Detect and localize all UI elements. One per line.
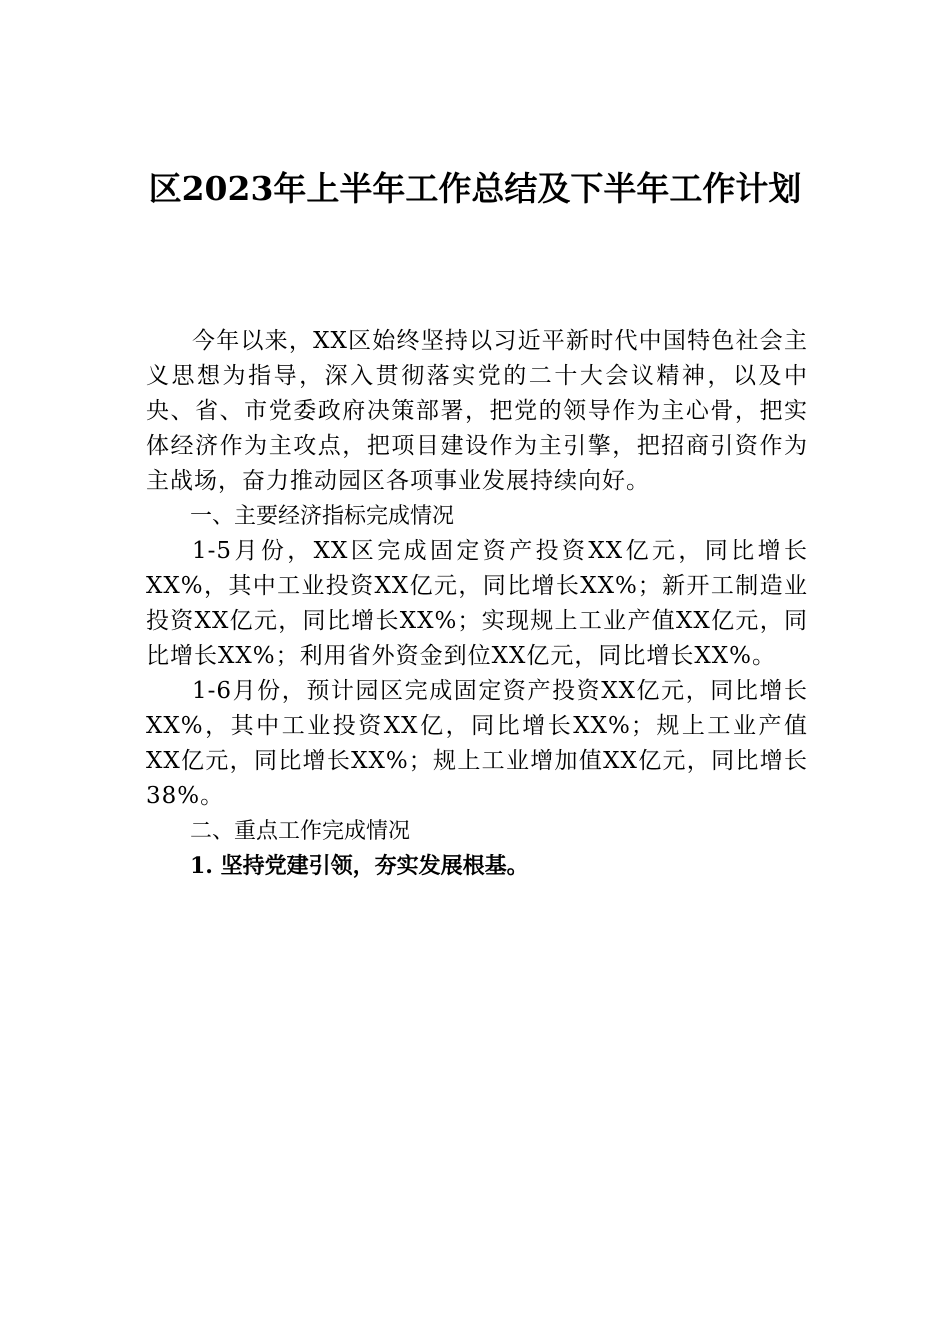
intro-paragraph: 今年以来，XX区始终坚持以习近平新时代中国特色社会主义思想为指导，深入贯彻落实党的二十大会议精神，以及中央、省、市党委政府决策部署，把党的领导作为主心骨，把实体经济作为主攻点，把项目建设作为主引擎，把招商引资作为主战场，奋力推动园区各项事业发展持续向好。 — [146, 328, 808, 494]
document-title: 区2023年上半年工作总结及下半年工作计划 — [148, 169, 802, 208]
section-heading-economic-indicators: 一、主要经济指标完成情况 — [190, 504, 455, 529]
subheading-party-building: 1. 坚持党建引领，夯实发展根基。 — [190, 853, 529, 879]
paragraph-jan-may: 1-5月份，XX区完成固定资产投资XX亿元，同比增长XX%，其中工业投资XX亿元，同比增长XX%；新开工制造业投资XX亿元，同比增长XX%；实现规上工业产值XX亿元，同比增长XX%；利用省外资金到位XX亿元，同比增长XX%。 — [146, 538, 808, 669]
section-heading-key-work: 二、重点工作完成情况 — [190, 819, 411, 844]
paragraph-jan-jun: 1-6月份，预计园区完成固定资产投资XX亿元，同比增长XX%，其中工业投资XX亿，同比增长XX%；规上工业产值XX亿元，同比增长XX%；规上工业增加值XX亿元，同比增长38%。 — [146, 678, 808, 809]
document-body — [146, 324, 808, 884]
